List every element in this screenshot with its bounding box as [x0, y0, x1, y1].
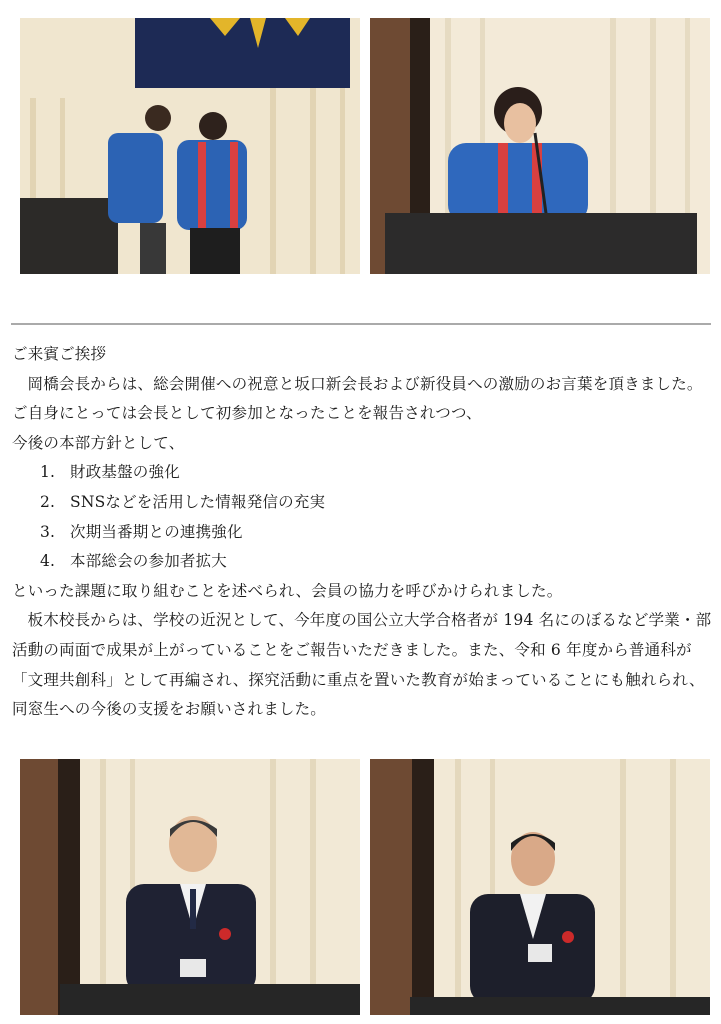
guest-greetings-section [12, 340, 714, 725]
list-item [12, 488, 714, 518]
paragraph-closing: といった課題に取り組むことを述べられ、会員の協力を呼びかけられました。 [12, 581, 563, 600]
list-number: 4. [40, 552, 56, 571]
photo-handover-ceremony [20, 18, 360, 274]
photo-guest-speech-2 [370, 759, 710, 1015]
policy-list [12, 458, 714, 576]
list-number: 2. [40, 492, 56, 511]
list-item [12, 458, 714, 488]
paragraph-policy-intro: 今後の本部方針として、 [12, 433, 185, 452]
paragraph-chairman: 岡橋会長からは、総会開催への祝意と坂口新会長および新役員への激励のお言葉を頂きました。ご自身にとっては会長として初参加となったことを報告されつつ、 [12, 374, 703, 423]
section-divider [11, 323, 711, 325]
list-number: 3. [40, 522, 56, 541]
paragraph-principal: 板木校長からは、学校の近況として、今年度の国公立大学合格者が 194 名にのぼるなど学業・部活動の両面で成果が上がっていることをご報告いただきました。また、令和 6 年度から普通科が「文理共創科」として再編され、探究活動に重点を置いた教育が始まっていることにも触れられ、同窓生への今後の支援をお願いされました。 [12, 611, 712, 719]
list-text: 本部総会の参加者拡大 [70, 552, 228, 571]
photo-guest-speech-1 [20, 759, 360, 1015]
list-item [12, 518, 714, 548]
photo-new-chair-speech [370, 18, 710, 274]
section-heading: ご来賓ご挨拶 [12, 345, 107, 363]
list-text: 次期当番期との連携強化 [70, 522, 243, 541]
list-text: 財政基盤の強化 [70, 463, 180, 482]
list-number: 1. [40, 463, 56, 482]
list-item [12, 547, 714, 577]
list-text: SNSなどを活用した情報発信の充実 [70, 492, 326, 511]
